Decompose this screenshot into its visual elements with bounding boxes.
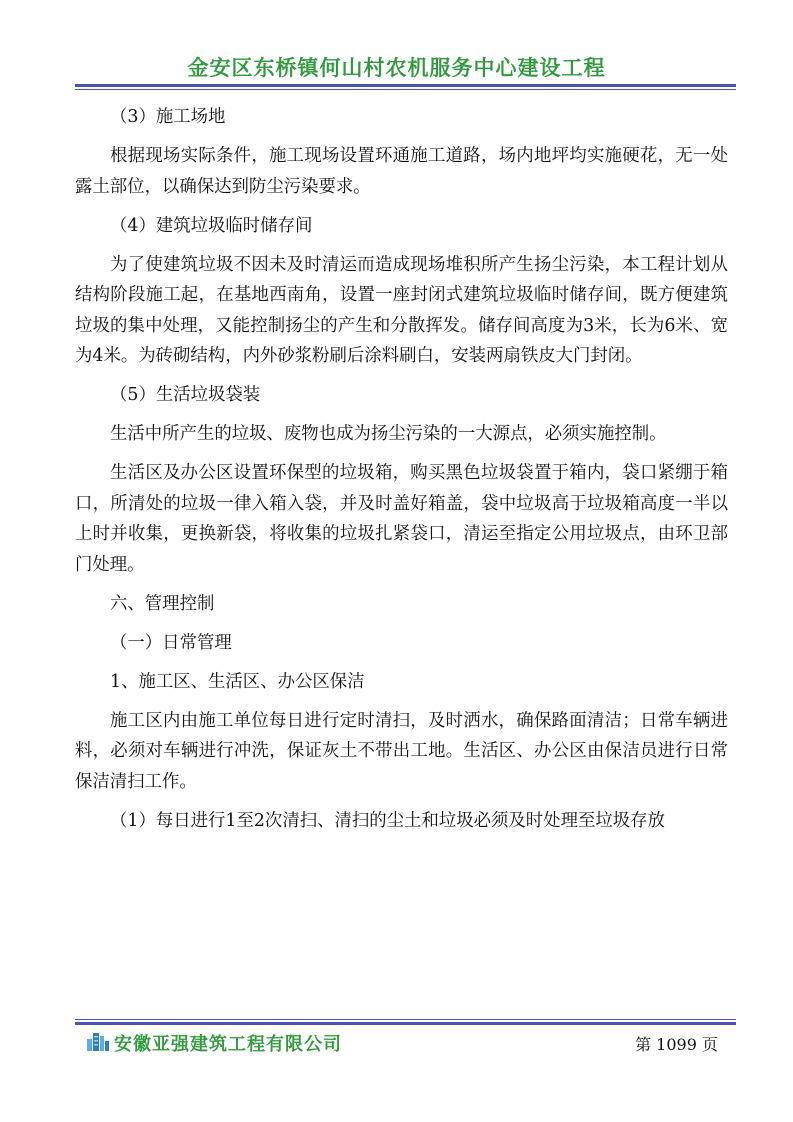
- document-header-title: 金安区东桥镇何山村农机服务中心建设工程: [187, 56, 606, 80]
- footer-company-name: 安徽亚强建筑工程有限公司: [114, 1034, 342, 1055]
- section-heading: 六、管理控制: [110, 593, 215, 614]
- subsection-heading: （一）日常管理: [110, 632, 232, 653]
- paragraph-heading: （5）生活垃圾袋装: [110, 385, 261, 405]
- paragraph-heading: （3）施工场地: [110, 107, 226, 127]
- paragraph: 生活区及办公区设置环保型的垃圾箱，购买黑色垃圾袋置于箱内，袋口紧绷于箱口，所清处的垃圾一律入箱入袋，并及时盖好箱盖，袋中垃圾高于垃圾箱高度一半以上时并收集，更换新袋，将收集的垃圾扎紧袋口，清运至指定公用垃圾点，由环卫部门处理。: [75, 463, 728, 575]
- paragraph: （1）每日进行1至2次清扫、清扫的尘土和垃圾必须及时处理至垃圾存放: [110, 810, 665, 831]
- paragraph: 施工区内由施工单位每日进行定时清扫，及时洒水，确保路面清洁；日常车辆进料，必须对车辆进行冲洗，保证灰土不带出工地。生活区、办公区由保洁员进行日常保洁清扫工作。: [75, 710, 728, 792]
- item-heading: 1、施工区、生活区、办公区保洁: [110, 671, 365, 692]
- footer-rule-thick: [75, 1022, 736, 1025]
- paragraph: 生活中所产生的垃圾、废物也成为扬尘污染的一大源点，必须实施控制。: [110, 424, 667, 444]
- header-rule-thick: [75, 84, 736, 87]
- paragraph-heading: （4）建筑垃圾临时储存间: [110, 215, 313, 236]
- building-logo-icon: [86, 1031, 110, 1051]
- paragraph: 根据现场实际条件，施工现场设置环通施工道路，场内地坪均实施硬花，无一处露土部位，以确保达到防尘污染要求。: [75, 146, 728, 197]
- footer-page-number: 第 1099 页: [635, 1035, 718, 1054]
- footer-rule-thin: [75, 1019, 736, 1020]
- header-rule-thin: [75, 89, 736, 90]
- document-body: [75, 102, 728, 845]
- paragraph: 为了使建筑垃圾不因未及时清运而造成现场堆积所产生扬尘污染，本工程计划从结构阶段施工起，在基地西南角，设置一座封闭式建筑垃圾临时储存间，既方便建筑垃圾的集中处理，又能控制扬尘的产生和分散挥发。储存间高度为3米，长为6米、宽为4米。为砖砌结构，内外砂浆粉刷后涂料刷白，安装两扇铁皮大门封闭。: [75, 254, 728, 366]
